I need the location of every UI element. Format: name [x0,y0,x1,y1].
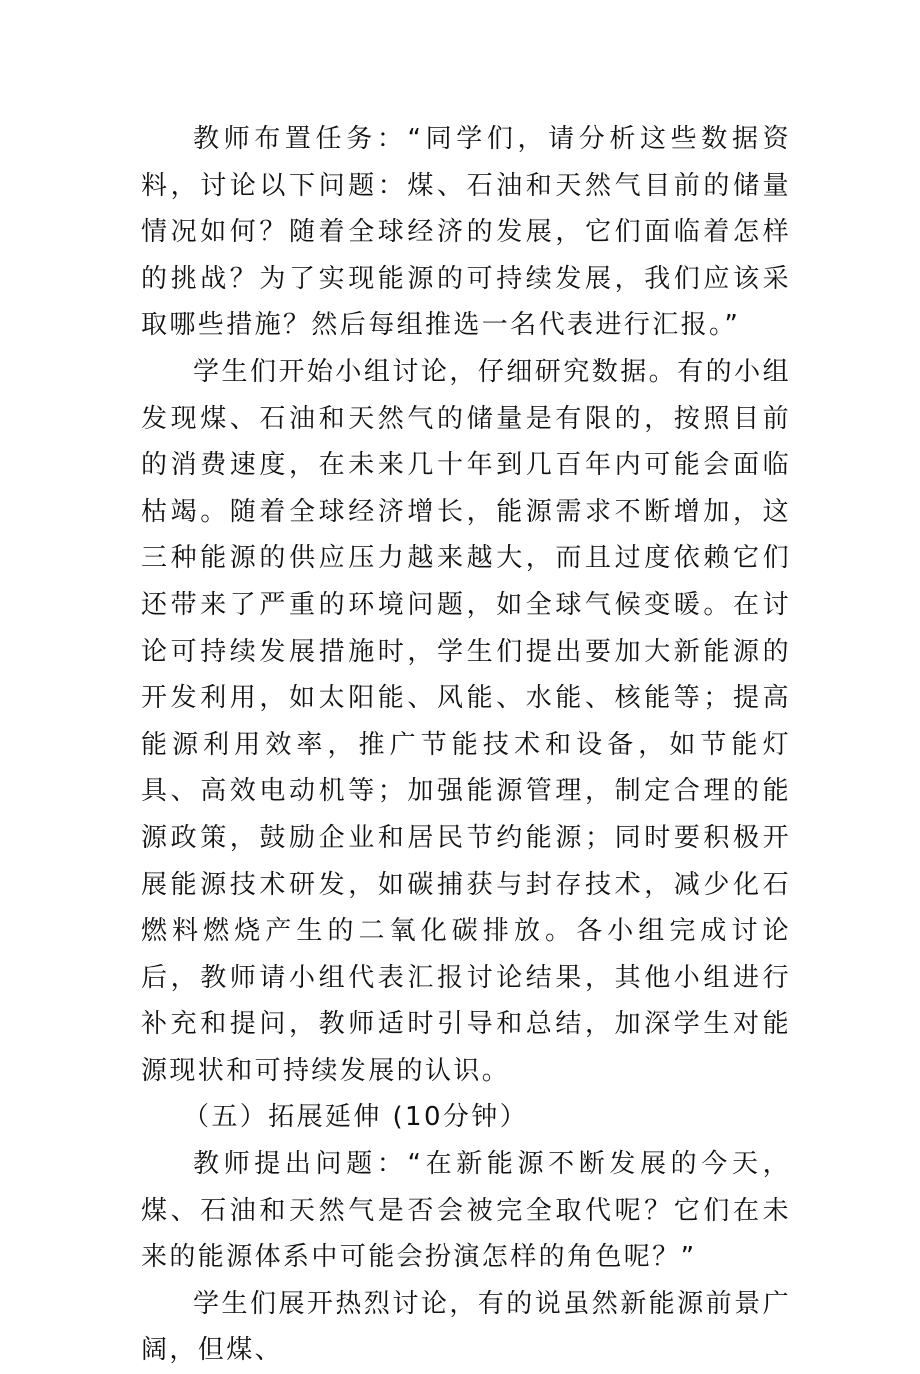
paragraph-student-debate: 学生们展开热烈讨论，有的说虽然新能源前景广阔，但煤、 [141,1288,791,1366]
document-body [141,116,791,1374]
paragraph-group-discussion: 学生们开始小组讨论，仔细研究数据。有的小组发现煤、石油和天然气的储量是有限的，按照目前的消费速度，在未来几十年到几百年内可能会面临枯竭。随着全球经济增长，能源需求不断增加，这三种能源的供应压力越来越大，而且过度依赖它们还带来了严重的环境问题，如全球气候变暖。在讨论可持续发展措施时，学生们提出要加大新能源的开发利用，如太阳能、风能、水能、核能等；提高能源利用效率，推广节能技术和设备，如节能灯具、高效电动机等；加强能源管理，制定合理的能源政策，鼓励企业和居民节约能源；同时要积极开展能源技术研发，如碳捕获与封存技术，减少化石燃料燃烧产生的二氧化碳排放。各小组完成讨论后，教师请小组代表汇报讨论结果，其他小组进行补充和提问，教师适时引导和总结，加深学生对能源现状和可持续发展的认识。 [141,356,791,1086]
section-heading-extension: （五）拓展延伸 (10分钟） [183,1102,529,1133]
paragraph-teacher-question: 教师提出问题：“在新能源不断发展的今天，煤、石油和天然气是否会被完全取代呢？它们在未来的能源体系中可能会扮演怎样的角色呢？” [141,1149,791,1273]
paragraph-task-assignment: 教师布置任务：“同学们，请分析这些数据资料，讨论以下问题：煤、石油和天然气目前的储量情况如何？随着全球经济的发展，它们面临着怎样的挑战？为了实现能源的可持续发展，我们应该采取哪些措施？然后每组推选一名代表进行汇报。” [141,124,791,341]
